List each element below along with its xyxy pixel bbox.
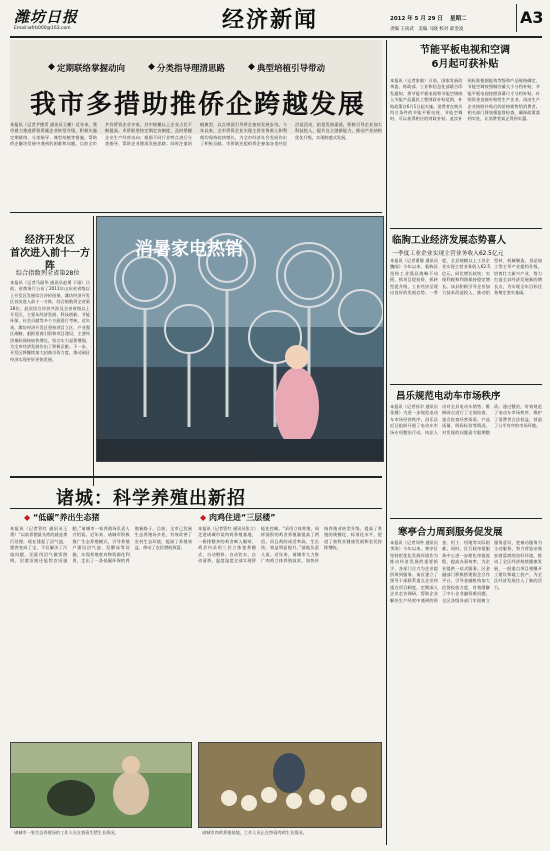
pig-photo <box>10 742 192 828</box>
diamond-icon: ◆ <box>48 62 55 72</box>
page-number: A3 <box>520 8 544 27</box>
diamond-icon: ◆ <box>200 513 207 522</box>
banner-tag: 分类指导理清思路 <box>157 64 226 74</box>
right-story-2-title: 昌乐规范电动车市场秩序 <box>396 391 501 402</box>
left-story-title-text: 经济开发区 首次进入前十一方阵 <box>10 235 90 272</box>
diamond-icon: ◆ <box>148 62 155 72</box>
photo-story-title: 消暑家电热销 <box>135 239 243 260</box>
zhucheng-body-right: 本报讯（记者管红 通讯员张立）走进诸城市某肉鸡养殖基地，一排排整齐的鸡舍映入眼帘，鸡舍内采用三层立体笼养模式，自动喂料、自动饮水、自动清粪，温度湿度全部实现智能化控制。“采用立体养殖，同样面积的鸡舍养殖量提高了两倍，而且鸡的成活率高、生长快，效益明显提升。”基地负责人说。近年来，诸城市大力推广肉鸡立体养殖技术，加快传统养殖业转型升级，提高了养殖的规模化、标准化水平，促进了畜牧业健康发展和农民持续增收。 <box>198 526 382 564</box>
right-story-1-subtitle: 一季度工业企业实现主营业务收入62.5亿元 <box>392 251 504 257</box>
right-rule-3 <box>390 518 542 519</box>
issue-weekday: 星期二 <box>450 16 467 22</box>
issue-date: 2012 年 5 月 29 日 <box>390 16 443 22</box>
photo-bottom-rule <box>10 476 382 478</box>
right-story-3-title: 寒亭合力周到服务促发展 <box>398 527 503 538</box>
left-col-divider <box>93 216 94 486</box>
right-rule-2 <box>390 384 542 385</box>
section-title: 经济新闻 <box>222 8 319 33</box>
banner-tags <box>48 62 378 74</box>
right-rule-1 <box>390 228 542 229</box>
right-story-2-body: 本报讯（记者孙学 通讯员张健）为进一步规范电动车市场经营秩序，昌乐县近日组织开展了电动车市场专项整治行动。执法人员对全县电动车销售、维修网点进行了全面检查，重点检查经营资质、产品质量、明码标价等情况，对发现的问题责令限期整改。通过整治，有效规范了电动车市场秩序，维护了消费者合法权益，营造了公平有序的市场环境。 <box>390 404 542 435</box>
side-story-title-text: 节能平板电视和空调 6月起可获补贴 <box>420 45 510 70</box>
paper-url: Email:wfrb000@163.com <box>14 26 71 31</box>
zhucheng-sub1 <box>24 512 99 523</box>
diamond-icon: ◆ <box>24 513 31 522</box>
editors-line: 责编 王尚武 美编 马晓 校对 薛金凌 <box>390 27 464 32</box>
photo-caption: 5月28日，顾客在潍坊某商场挑选电风扇。时下气温逐步升高，消暑家电销售升温。 <box>104 455 259 460</box>
right-story-1-body: 本报讯（记者曹静 通讯员魏刚）今年以来，临朐县坚持工业强县战略不动摇，抓项目促投资，抓转型促升级，工业经济呈现出良好的发展态势。一季度，全县规模以上工业企业实现主营业务收入62.5亿元，同比增长较快；实现利税和利润保持稳定增长。该县积极引导企业加大技术改造投入，推动铝型材、机械制造、食品加工等主导产业提档升级，培育壮大新兴产业，努力打造全县经济发展新的增长点，为实现全年目标任务奠定坚实基础。 <box>390 258 542 296</box>
zhucheng-rule <box>10 508 382 509</box>
left-story-body: 本报讯（记者马丽华 通讯员赵勇 于丽）日前，省商务厅公布了2011年山东省省级以上开发区发展综合评价结果，潍坊经济开发区首次进入前十一方阵，综合指数列全省第28位。此次综合评价共涉及全省省级以上开发区，主要从经济发展、科技创新、节能环保、社会贡献等多个方面进行考核。近年来，潍坊经济开发区坚持项目立区、产业强区战略，狠抓招商引资和项目建设，主要经济指标保持较快增长，综合实力显著增强，为全市经济发展作出了积极贡献。下一步，开发区将继续加大招商引资力度，推动园区经济实现更好更快发展。 <box>10 280 90 362</box>
fans-photo <box>96 216 384 462</box>
zhucheng-sub2 <box>200 512 275 523</box>
banner-tag: 定期联络掌握动向 <box>57 64 126 74</box>
side-story-title <box>390 44 540 72</box>
banner-tag: 典型培植引导带动 <box>257 64 326 74</box>
zhucheng-sub2-text: 肉鸡住进“三层楼” <box>208 513 276 522</box>
pig-photo-caption: 诸城市一家生态养殖场的工作人员在查看生猪生长情况。 <box>14 830 119 835</box>
paper-name: 潍坊日报 <box>14 8 79 26</box>
chicken-photo-caption: 诸城市肉鸡养殖基地，工作人员正在察看肉鸡生长情况。 <box>202 830 307 835</box>
main-story-body: 本报讯（记者尹德青 通讯员王鹏）近年来，我市着力推进侨资侨属企业转型升级，积极实施定期联络、分类指导、典型培植等措施，帮助侨企解决发展中遇到的困难和问题。目前全市共有侨资企业多家，其中规模以上企业占比不断提高。市侨联坚持定期走访制度，及时掌握企业生产经营动向；根据不同行业特点进行分类指导，帮助企业理清发展思路；同时注重培植典型，以点带面引导侨企加快发展步伐。今年以来，全市侨资企业实现主营业务收入和利税均保持较快增长，为全市经济社会发展作出了积极贡献。市侨联还组织侨企参加各类经贸洽谈活动，拓宽发展渠道，积极引导企业加大科技投入，提升自主创新能力，推动产业结构优化升级，实现跨越式发展。 <box>10 122 382 147</box>
zhucheng-headline: 诸城：科学养殖出新招 <box>56 488 246 509</box>
main-headline: 我市多措助推侨企跨越发展 <box>30 90 367 120</box>
chicken-photo <box>198 742 382 828</box>
zhucheng-body-left: 本报讯（记者管红 通讯员王勇）“以前养猪最头疼的就是粪污处理，现在建起了沼气池，猪粪变成了宝，不仅解决了污染问题，还能用沼气做饭照明，沼渣沼液还能给农田施肥。”诸城市一家养殖场负责人介绍说。近年来，诸城市积极推广生态养殖模式，引导养殖户建设沼气池、发酵床等设施，实现养殖废弃物资源化利用，走出了一条低碳环保的养殖新路子。目前，全市已发展生态养殖场多处，有效改善了农村生态环境，提高了养殖效益，带动了农民增收致富。 <box>10 526 192 564</box>
left-top-rule <box>10 212 382 213</box>
left-story-subtitle: 综合指数列全省第28位 <box>16 270 80 277</box>
diamond-icon: ◆ <box>248 62 255 72</box>
right-story-3-body: 本报讯（记者刘冬 通讯员李涛）今年以来，寒亭区坚持把优化发展环境作为推动经济发展的重要抓手，各部门合力为企业提供周到服务。该区建立了领导干部联系重点企业和重点项目制度，定期深入企业走访调研，帮助企业解决生产经营中遇到的资金、用工、用地等实际困难。同时，区行政审批服务中心进一步简化审批流程，提高办事效率，为企业提供一站式服务。区金融部门积极搭建银企合作平台，引导金融机构加大信贷投放力度，有效缓解了中小企业融资难问题。全区各级各部门牢固树立服务意识，变被动服务为主动服务，努力营造亲商安商富商的良好环境，推动了全区经济持续健康发展，一批重点项目相继开工建设和竣工投产，为全区经济发展注入了新的活力。 <box>390 540 542 603</box>
zhucheng-sub1-text: “低碳”养出生态猪 <box>32 513 100 522</box>
masthead-rule <box>10 36 542 38</box>
side-story-body: 本报讯（记者张敏）日前，国家发展改革委、财政部、工业和信息化部联合印发通知，将节能平板电视和节能空调纳入节能产品惠民工程财政补贴范围，补贴政策自6月1日起实施。消费者在购买符合条件的节能平板电视、节能空调时，可以获得相应的财政补贴。此次补贴标准根据能效等级和产品规格确定，节能空调按照制冷量大小分档补贴，节能平板电视按照屏幕尺寸分档补贴。补贴资金直接补贴给生产企业，再由生产企业按照补贴后的价格销售给消费者。相关部门将加强监督检查，确保政策落到实处，让消费者真正得到实惠。 <box>390 78 540 122</box>
chicken-photo-image <box>199 743 382 828</box>
right-story-1-title: 临朐工业经济发展态势喜人 <box>392 235 507 246</box>
pig-photo-image <box>11 743 192 828</box>
right-col-divider <box>386 40 387 845</box>
